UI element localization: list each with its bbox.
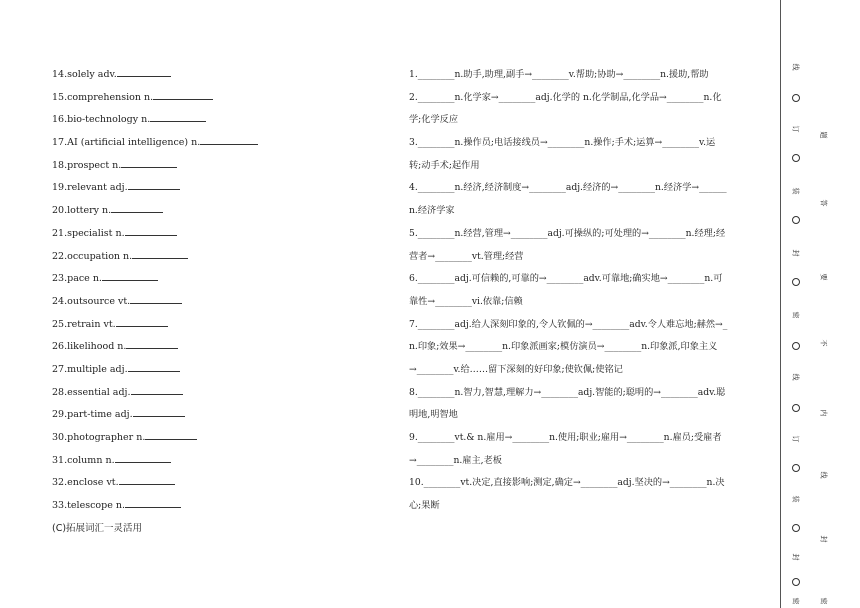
exercise-item-1: 1.________n.助手,助理,副手→________v.帮助;协助→________n.援助,帮助 — [409, 69, 709, 80]
answer-blank[interactable] — [121, 157, 177, 168]
vocab-item-26: 26.likelihood n. — [52, 336, 382, 359]
answer-blank[interactable] — [125, 225, 177, 236]
binding-mark: 封 — [791, 553, 800, 561]
binding-circle-icon — [792, 216, 800, 224]
answer-blank[interactable] — [119, 474, 175, 485]
vocab-item-32: 32.enclose vt. — [52, 472, 382, 495]
answer-blank[interactable] — [115, 452, 171, 463]
binding-circle-icon — [792, 464, 800, 472]
vocab-item-14: 14.solely adv. — [52, 64, 382, 87]
exercise-item-7: 7.________adj.给人深刻印象的,令人钦佩的→________adv.令人难忘地;赫然→_ n.印象;效果→________n.印象派画家;模仿演员→________n.印象派,印象主义 →________v.给……留下深刻的好印象;使钦佩;使铭记 — [409, 318, 728, 375]
vocab-item-30: 30.photographer n. — [52, 427, 382, 450]
exercise-item-6: 6.________adj.可信赖的,可靠的→________adv.可靠地;确实地→________n.可 靠性→________vi.依靠;信赖 — [409, 273, 723, 307]
exercise-item-4: 4.________n.经济,经济制度→________adj.经济的→________n.经济学→______ n.经济学家 — [409, 182, 727, 217]
exercise-item-2: 2.________n.化学家→________adj.化学的 n.化学制品,化学品→________n.化 学;化学反应 — [409, 91, 722, 126]
vocab-item-31: 31.column n. — [52, 450, 382, 473]
vocab-item-15: 15.comprehension n. — [52, 87, 382, 110]
exercise-item-9: 9.________vt.& n.雇用→________n.使用;职业;雇用→________n.雇员;受雇者 →________n.雇主,老板 — [409, 432, 722, 466]
answer-blank[interactable] — [131, 384, 183, 395]
answer-blank[interactable] — [153, 89, 213, 100]
binding-mark: 要 — [819, 273, 828, 281]
vocab-item-27: 27.multiple adj. — [52, 359, 382, 382]
binding-mark: 内 — [819, 409, 828, 417]
binding-mark: 封 — [819, 535, 828, 543]
answer-blank[interactable] — [145, 429, 197, 440]
section-heading: (C)拓展词汇一灵活用 — [52, 522, 143, 534]
answer-blank[interactable] — [117, 66, 171, 77]
binding-mark: 答 — [819, 199, 828, 207]
answer-blank[interactable] — [128, 179, 180, 190]
answer-blank[interactable] — [128, 361, 180, 372]
answer-blank[interactable] — [116, 316, 168, 327]
binding-circle-icon — [792, 154, 800, 162]
binding-mark: 线 — [791, 63, 800, 71]
answer-blank[interactable] — [126, 338, 178, 349]
binding-mark: 装 — [791, 495, 800, 503]
vocab-item-21: 21.specialist n. — [52, 223, 382, 246]
vocab-item-16: 16.bio-technology n. — [52, 109, 382, 132]
exercise-item-8: 8.________n.智力,智慧,理解力→________adj.智能的;聪明的→________adv.聪 明地,明智地 — [409, 386, 726, 421]
answer-blank[interactable] — [111, 202, 163, 213]
answer-blank[interactable] — [125, 497, 181, 508]
exercise-item-5: 5.________n.经营,管理→________adj.可操纵的;可处理的→________n.经理;经 营者→________vt.管理;经营 — [409, 227, 726, 262]
word-family-exercise — [409, 64, 749, 518]
vocab-item-23: 23.pace n. — [52, 268, 382, 291]
vocab-item-25: 25.retrain vt. — [52, 314, 382, 337]
binding-mark: 线 — [791, 373, 800, 381]
answer-blank[interactable] — [150, 111, 206, 122]
answer-blank[interactable] — [133, 406, 185, 417]
vocab-item-19: 19.relevant adj. — [52, 177, 382, 200]
binding-circle-icon — [792, 278, 800, 286]
binding-circle-icon — [792, 94, 800, 102]
binding-mark: 订 — [791, 125, 800, 133]
binding-mark: 密 — [791, 311, 800, 319]
binding-mark: 题 — [819, 131, 828, 139]
binding-mark: 线 — [819, 471, 828, 479]
binding-mark: 密 — [819, 597, 828, 605]
exercise-item-3: 3.________n.操作员;电话接线员→________n.操作;手术;运算→________v.运 转;动手术;起作用 — [409, 137, 716, 171]
binding-mark: 封 — [791, 249, 800, 257]
vocab-item-22: 22.occupation n. — [52, 246, 382, 269]
binding-circle-icon — [792, 578, 800, 586]
vocabulary-list-left — [52, 64, 382, 540]
binding-circle-icon — [792, 524, 800, 532]
vocab-item-33: 33.telescope n. — [52, 495, 382, 518]
vocab-item-24: 24.outsource vt. — [52, 291, 382, 314]
binding-mark: 不 — [819, 339, 828, 347]
binding-mark: 密 — [791, 597, 800, 605]
binding-mark: 装 — [791, 187, 800, 195]
binding-circle-icon — [792, 404, 800, 412]
answer-blank[interactable] — [132, 248, 188, 259]
vocab-item-29: 29.part-time adj. — [52, 404, 382, 427]
vocab-item-28: 28.essential adj. — [52, 382, 382, 405]
answer-blank[interactable] — [130, 293, 182, 304]
answer-blank[interactable] — [200, 134, 258, 145]
vocab-item-18: 18.prospect n. — [52, 155, 382, 178]
vocab-item-20: 20.lottery n. — [52, 200, 382, 223]
binding-mark: 订 — [791, 435, 800, 443]
exercise-item-10: 10.________vt.决定,直接影响;测定,确定→________adj.坚决的→________n.决 心;果断 — [409, 477, 725, 512]
binding-margin — [780, 0, 860, 608]
binding-circle-icon — [792, 342, 800, 350]
answer-blank[interactable] — [102, 270, 158, 281]
vocab-item-17: 17.AI (artificial intelligence) n. — [52, 132, 382, 155]
